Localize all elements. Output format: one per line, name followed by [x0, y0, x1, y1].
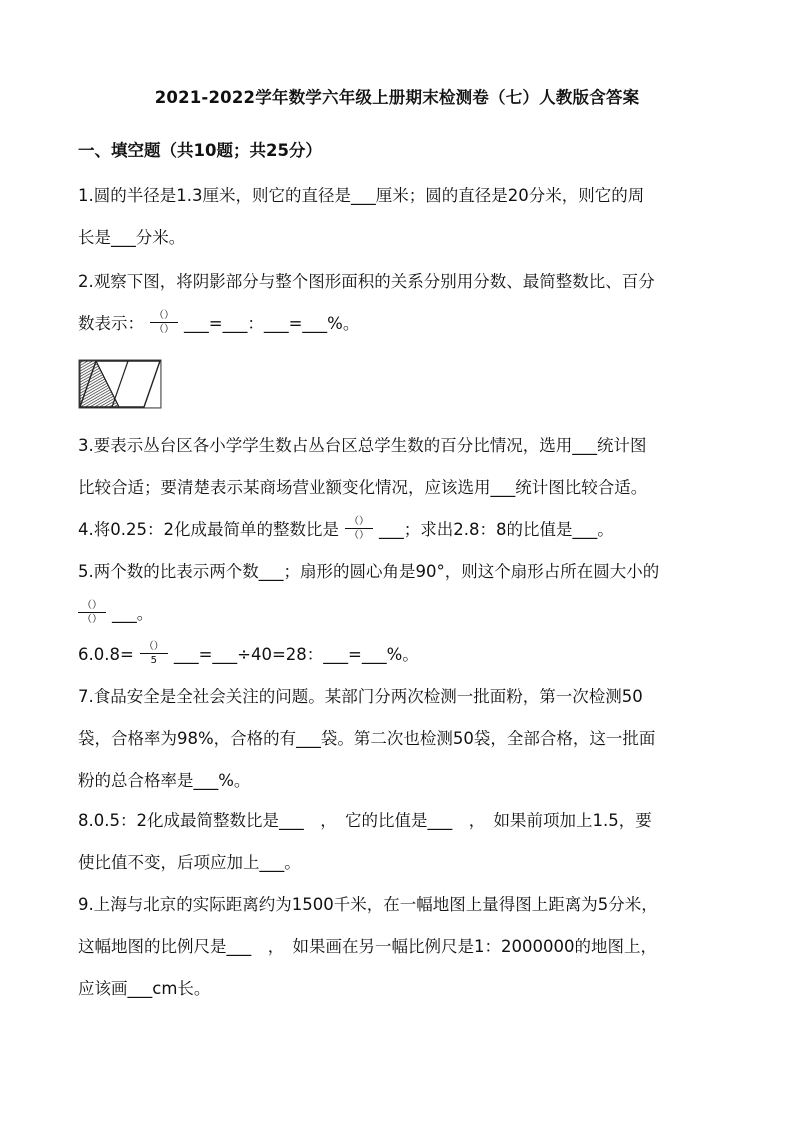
- question-1-line-1: 1.圆的半径是1.3厘米，则它的直径是___厘米；圆的直径是20分米，则它的周: [78, 186, 645, 205]
- fraction-denominator: 5: [150, 655, 157, 666]
- question-1: [78, 175, 728, 259]
- fraction-numerator: （）: [348, 516, 369, 527]
- fraction-numerator: （）: [154, 310, 174, 321]
- question-7-line-2: 袋，合格率为98%，合格的有___袋。第二次也检测50袋，全部合格，这一批面: [78, 729, 656, 748]
- question-5: [78, 551, 728, 635]
- question-2-line-2: [78, 303, 728, 345]
- question-8: [78, 800, 728, 884]
- question-1-line-2: 长是___分米。: [78, 228, 186, 247]
- question-8-line-1: 8.0.5：2化成最简整数比是___ ， 它的比值是___ ， 如果前项加上1.5，要: [78, 811, 652, 830]
- question-2-prefix: 数表示：: [78, 314, 144, 333]
- fraction-numerator: （）: [82, 600, 102, 611]
- question-9-line-1: 9.上海与北京的实际距离约为1500千米，在一幅地图上量得图上距离为5分米，: [78, 895, 658, 914]
- question-7-line-1: 7.食品安全是全社会关注的问题。某部门分两次检测一批面粉，第一次检测50: [78, 687, 643, 706]
- question-4-suffix: ___；求出2.8：8的比值是___。: [378, 520, 614, 539]
- question-4-line-1: [78, 509, 728, 551]
- parallelogram-diagram: [78, 358, 162, 410]
- question-9: [78, 884, 728, 1010]
- fraction-denominator: （）: [82, 614, 102, 625]
- fraction-bar: [78, 612, 106, 613]
- question-4-prefix: 4.将0.25：2化成最简单的整数比是: [78, 520, 339, 539]
- question-5-line-1: 5.两个数的比表示两个数___；扇形的圆心角是90°，则这个扇形占所在圆大小的: [78, 562, 660, 581]
- fraction-bar: [150, 322, 178, 323]
- fraction-blank: [78, 600, 106, 625]
- fraction-blank: [345, 516, 373, 541]
- question-8-line-2: 使比值不变，后项应加上___。: [78, 853, 301, 872]
- section-heading: 一、填空题（共10题；共25分）: [78, 141, 322, 160]
- question-9-line-3: 应该画___cm长。: [78, 979, 211, 998]
- fraction-denominator: （）: [348, 530, 369, 541]
- page-title: 2021-2022学年数学六年级上册期末检测卷（七）人教版含答案: [154, 88, 640, 107]
- fraction-blank: [150, 310, 178, 335]
- question-4: [78, 509, 728, 551]
- question-2-line-1: 2.观察下图，将阴影部分与整个图形面积的关系分别用分数、最简整数比、百分: [78, 272, 655, 291]
- question-6-prefix: 6.0.8=: [78, 645, 134, 664]
- question-6-suffix: ___=___÷40=28：___=___%。: [173, 645, 419, 664]
- shaded-parallelogram-figure: [78, 358, 162, 414]
- question-6-line-1: [78, 634, 728, 676]
- question-3-line-2: 比较合适；要清楚表示某商场营业额变化情况，应该选用___统计图比较合适。: [78, 478, 648, 497]
- fraction-bar: [140, 653, 168, 654]
- question-2-suffix: ___=___：___=___%。: [184, 314, 360, 333]
- fraction-numerator: （）: [143, 641, 164, 652]
- question-3-line-1: 3.要表示丛台区各小学学生数占丛台区总学生数的百分比情况，选用___统计图: [78, 436, 647, 455]
- question-7-line-3: 粉的总合格率是___%。: [78, 771, 251, 790]
- question-6: [78, 634, 728, 676]
- question-5-suffix: ___。: [112, 604, 154, 623]
- question-9-line-2: 这幅地图的比例尺是___ ， 如果画在另一幅比例尺是1：2000000的地图上，: [78, 937, 657, 956]
- fraction-bar: [345, 528, 373, 529]
- fraction-denominator: （）: [154, 324, 174, 335]
- fraction-blank: [140, 641, 168, 666]
- question-3: [78, 425, 728, 509]
- question-2: [78, 261, 728, 345]
- question-5-line-2: [72, 593, 728, 635]
- question-7: [78, 676, 728, 802]
